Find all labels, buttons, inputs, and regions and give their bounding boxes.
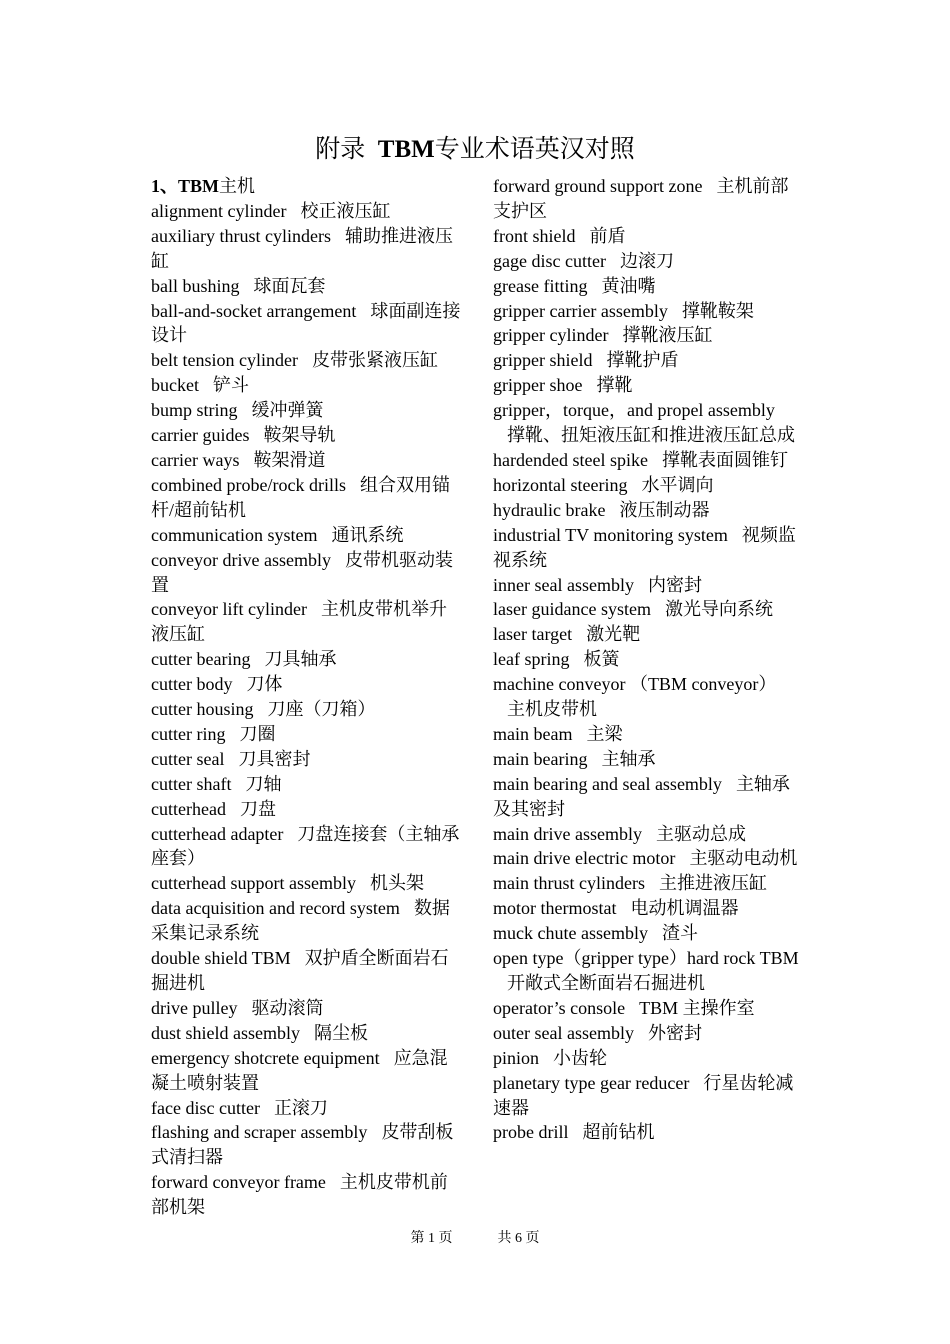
term-english: bump string [151, 400, 238, 421]
section-bold: TBM [178, 176, 220, 196]
term-chinese: 行星齿轮减速器 [493, 1072, 794, 1118]
term-chinese: 刀座（刀箱） [267, 699, 376, 720]
term-chinese: 组合双用锚杆/超前钻机 [151, 474, 450, 520]
glossary-entry [493, 921, 805, 946]
term-chinese: 驱动滚筒 [251, 997, 324, 1018]
term-chinese: 黄油嘴 [601, 275, 656, 296]
term-chinese: 主推进液压缸 [658, 873, 767, 894]
term-english: belt tension cylinder [151, 350, 298, 371]
glossary-entry [493, 373, 805, 398]
term-english: gage disc cutter [493, 250, 606, 271]
term-chinese: 主轴承及其密封 [493, 773, 790, 819]
glossary-entry [493, 323, 805, 348]
term-english: combined probe/rock drills [151, 474, 346, 495]
glossary-entry [151, 672, 463, 697]
glossary-entry [151, 797, 463, 822]
glossary-entry [493, 523, 805, 573]
glossary-entry [493, 1046, 805, 1071]
term-english: forward conveyor frame [151, 1172, 326, 1193]
term-english: alignment cylinder [151, 200, 287, 221]
term-chinese: 主驱动总成 [655, 823, 746, 844]
term-chinese: 板簧 [583, 649, 620, 670]
term-chinese: 鞍架滑道 [253, 449, 326, 470]
term-chinese: 刀轴 [245, 773, 282, 794]
term-english: cutterhead support assembly [151, 873, 356, 894]
term-english: planetary type gear reducer [493, 1072, 690, 1093]
term-english: hardended steel spike [493, 449, 648, 470]
term-english: main drive electric motor [493, 848, 676, 869]
term-chinese: 水平调向 [641, 474, 714, 495]
term-english: leaf spring [493, 649, 570, 670]
title-suffix: 专业术语英汉对照 [434, 136, 635, 163]
glossary-entry [493, 597, 805, 622]
term-english: main drive assembly [493, 823, 642, 844]
term-english: main bearing [493, 748, 588, 769]
term-english: cutterhead [151, 798, 226, 819]
term-english: carrier guides [151, 425, 250, 446]
term-english: outer seal assembly [493, 1022, 634, 1043]
term-english: gripper cylinder [493, 325, 609, 346]
term-english: face disc cutter [151, 1097, 260, 1118]
term-chinese: 缓冲弹簧 [251, 400, 324, 421]
title-bold: TBM [377, 136, 435, 163]
term-english: laser guidance system [493, 599, 651, 620]
glossary-entry [493, 772, 805, 822]
glossary-entry [151, 548, 463, 598]
term-english: open type（gripper type）hard rock TBM [493, 948, 799, 969]
term-english: cutter bearing [151, 649, 251, 670]
section-heading [151, 174, 463, 199]
glossary-entry [493, 448, 805, 473]
term-english: pinion [493, 1047, 540, 1068]
glossary-entry [151, 1021, 463, 1046]
term-english: conveyor lift cylinder [151, 599, 307, 620]
glossary-entry [493, 249, 805, 274]
right-term-list [493, 174, 805, 1145]
term-english: gripper carrier assembly [493, 300, 668, 321]
term-english: forward ground support zone [493, 176, 703, 196]
term-chinese: 通讯系统 [331, 524, 404, 545]
term-english: double shield TBM [151, 948, 291, 969]
term-english: cutter shaft [151, 773, 232, 794]
term-chinese: 视频监视系统 [493, 524, 796, 570]
term-english: cutter housing [151, 699, 254, 720]
glossary-entry [493, 573, 805, 598]
glossary-entry [151, 224, 463, 274]
term-english: probe drill [493, 1122, 569, 1143]
term-english: cutter body [151, 674, 233, 695]
term-chinese: TBM 主操作室 [639, 997, 755, 1018]
term-english: auxiliary thrust cylinders [151, 225, 331, 246]
glossary-entry [493, 473, 805, 498]
term-english: cutter seal [151, 748, 225, 769]
term-english: flashing and scraper assembly [151, 1122, 368, 1143]
glossary-entry [493, 747, 805, 772]
section-number: 1、 [151, 176, 178, 196]
glossary-entry [493, 672, 805, 722]
glossary-entry [151, 473, 463, 523]
term-chinese: 校正液压缸 [300, 200, 391, 221]
term-chinese: 主梁 [586, 723, 623, 744]
left-term-list [151, 199, 463, 1220]
term-chinese: 皮带刮板式清扫器 [151, 1122, 454, 1168]
term-english: emergency shotcrete equipment [151, 1047, 380, 1068]
term-english: industrial TV monitoring system [493, 524, 728, 545]
page-footer [0, 1229, 950, 1249]
glossary-entry [493, 622, 805, 647]
term-english: main bearing and seal assembly [493, 773, 722, 794]
glossary-entry [151, 871, 463, 896]
glossary-entry [151, 423, 463, 448]
right-column [493, 174, 805, 1145]
glossary-entry [151, 896, 463, 946]
term-chinese: 外密封 [647, 1022, 702, 1043]
glossary-entry [493, 722, 805, 747]
term-chinese: 内密封 [647, 574, 702, 595]
glossary-entry [493, 846, 805, 871]
term-chinese: 球面瓦套 [253, 275, 326, 296]
glossary-entry [493, 896, 805, 921]
page-title [0, 130, 950, 170]
glossary-entry [493, 946, 805, 996]
term-english: cutterhead adapter [151, 823, 284, 844]
term-chinese: 渣斗 [661, 923, 698, 944]
term-english: laser target [493, 624, 573, 645]
glossary-entry [151, 274, 463, 299]
term-chinese: 电动机调温器 [630, 898, 739, 919]
glossary-entry [151, 722, 463, 747]
term-chinese: 主机皮带机前部机架 [151, 1172, 448, 1218]
glossary-entry [493, 224, 805, 249]
term-english: drive pulley [151, 997, 238, 1018]
term-english: main thrust cylinders [493, 873, 645, 894]
term-english: gripper shield [493, 350, 593, 371]
term-english: ball bushing [151, 275, 240, 296]
glossary-entry [151, 996, 463, 1021]
term-chinese: 刀体 [246, 674, 283, 695]
glossary-entry [151, 1046, 463, 1096]
term-english: data acquisition and record system [151, 898, 400, 919]
term-chinese: 机头架 [369, 873, 424, 894]
term-english: dust shield assembly [151, 1022, 300, 1043]
glossary-entry [493, 174, 805, 224]
term-chinese: 激光靶 [586, 624, 641, 645]
term-english: front shield [493, 225, 576, 246]
term-english: gripper，torque，and propel assembly [493, 400, 775, 421]
glossary-entry [151, 946, 463, 996]
glossary-entry [493, 871, 805, 896]
term-chinese: 皮带机驱动装置 [151, 549, 453, 595]
glossary-entry [151, 398, 463, 423]
glossary-entry [151, 199, 463, 224]
glossary-entry [493, 498, 805, 523]
page-number: 第 1 页 [410, 1231, 453, 1246]
term-chinese: 撑靴护盾 [606, 350, 679, 371]
term-chinese: 撑靴表面圆锥钉 [661, 449, 788, 470]
glossary-entry [151, 697, 463, 722]
term-english: grease fitting [493, 275, 588, 296]
glossary-entry [151, 523, 463, 548]
term-chinese: 皮带张紧液压缸 [311, 350, 438, 371]
term-chinese: 刀圈 [239, 723, 276, 744]
term-chinese: 撑靴 [596, 375, 633, 396]
glossary-entry [493, 1120, 805, 1145]
term-chinese: 主机皮带机 [507, 699, 597, 720]
glossary-entry [493, 1071, 805, 1121]
glossary-entry [493, 996, 805, 1021]
section-label: 主机 [219, 176, 256, 196]
term-chinese: 前盾 [589, 225, 626, 246]
term-chinese: 主机皮带机举升液压缸 [151, 599, 447, 645]
glossary-entry [493, 348, 805, 373]
term-chinese: 正滚刀 [273, 1097, 328, 1118]
term-chinese: 撑靴鞍架 [681, 300, 754, 321]
term-english: cutter ring [151, 723, 226, 744]
term-english: main beam [493, 723, 573, 744]
term-chinese: 鞍架导轨 [263, 425, 336, 446]
term-english: communication system [151, 524, 318, 545]
term-chinese: 激光导向系统 [664, 599, 773, 620]
term-english: ball-and-socket arrangement [151, 300, 357, 321]
term-chinese: 开敞式全断面岩石掘进机 [507, 973, 705, 993]
term-chinese: 撑靴、扭矩液压缸和推进液压缸总成 [507, 425, 795, 446]
glossary-entry [493, 1021, 805, 1046]
term-english: gripper shoe [493, 375, 583, 396]
term-chinese: 刀盘连接套（主轴承座套） [151, 823, 460, 869]
term-chinese: 主机前部支护区 [493, 176, 789, 221]
term-chinese: 刀具密封 [238, 748, 311, 769]
glossary-entry [151, 822, 463, 872]
glossary-entry [151, 1120, 463, 1170]
glossary-entry [493, 647, 805, 672]
term-chinese: 数据采集记录系统 [151, 898, 450, 944]
term-chinese: 辅助推进液压缸 [151, 225, 453, 271]
term-english: bucket [151, 375, 199, 396]
term-chinese: 液压制动器 [619, 499, 710, 520]
glossary-entry [151, 772, 463, 797]
term-english: hydraulic brake [493, 499, 606, 520]
glossary-entry [493, 274, 805, 299]
term-english: horizontal steering [493, 474, 628, 495]
term-chinese: 隔尘板 [314, 1022, 368, 1043]
term-chinese: 主轴承 [601, 748, 656, 769]
glossary-entry [151, 299, 463, 349]
glossary-entry [151, 597, 463, 647]
glossary-entry [151, 1170, 463, 1220]
term-chinese: 撑靴液压缸 [622, 325, 713, 346]
term-english: inner seal assembly [493, 574, 634, 595]
term-chinese: 双护盾全断面岩石掘进机 [151, 948, 449, 993]
term-english: motor thermostat [493, 898, 617, 919]
term-chinese: 应急混凝土喷射装置 [151, 1047, 448, 1093]
glossary-entry [493, 398, 805, 448]
glossary-entry [151, 348, 463, 373]
term-chinese: 超前钻机 [582, 1122, 655, 1143]
term-english: machine conveyor （TBM conveyor） [493, 674, 777, 695]
glossary-entry [151, 373, 463, 398]
glossary-entry [493, 822, 805, 847]
term-chinese: 球面副连接设计 [151, 300, 461, 346]
term-chinese: 主驱动电动机 [689, 848, 798, 869]
term-chinese: 铲斗 [212, 375, 249, 396]
title-prefix: 附录 [315, 136, 366, 163]
glossary-entry [151, 647, 463, 672]
page-total: 共 6 页 [497, 1231, 540, 1246]
glossary-entry [151, 1096, 463, 1121]
left-column [151, 174, 463, 1220]
term-chinese: 小齿轮 [553, 1047, 608, 1068]
glossary-entry [151, 448, 463, 473]
term-english: carrier ways [151, 449, 240, 470]
glossary-entry [493, 299, 805, 324]
term-english: operator’s console [493, 997, 626, 1018]
glossary-entry [151, 747, 463, 772]
term-chinese: 刀具轴承 [264, 649, 337, 670]
term-chinese: 刀盘 [239, 798, 276, 819]
term-chinese: 边滚刀 [619, 250, 674, 271]
term-english: conveyor drive assembly [151, 549, 331, 570]
term-english: muck chute assembly [493, 923, 648, 944]
